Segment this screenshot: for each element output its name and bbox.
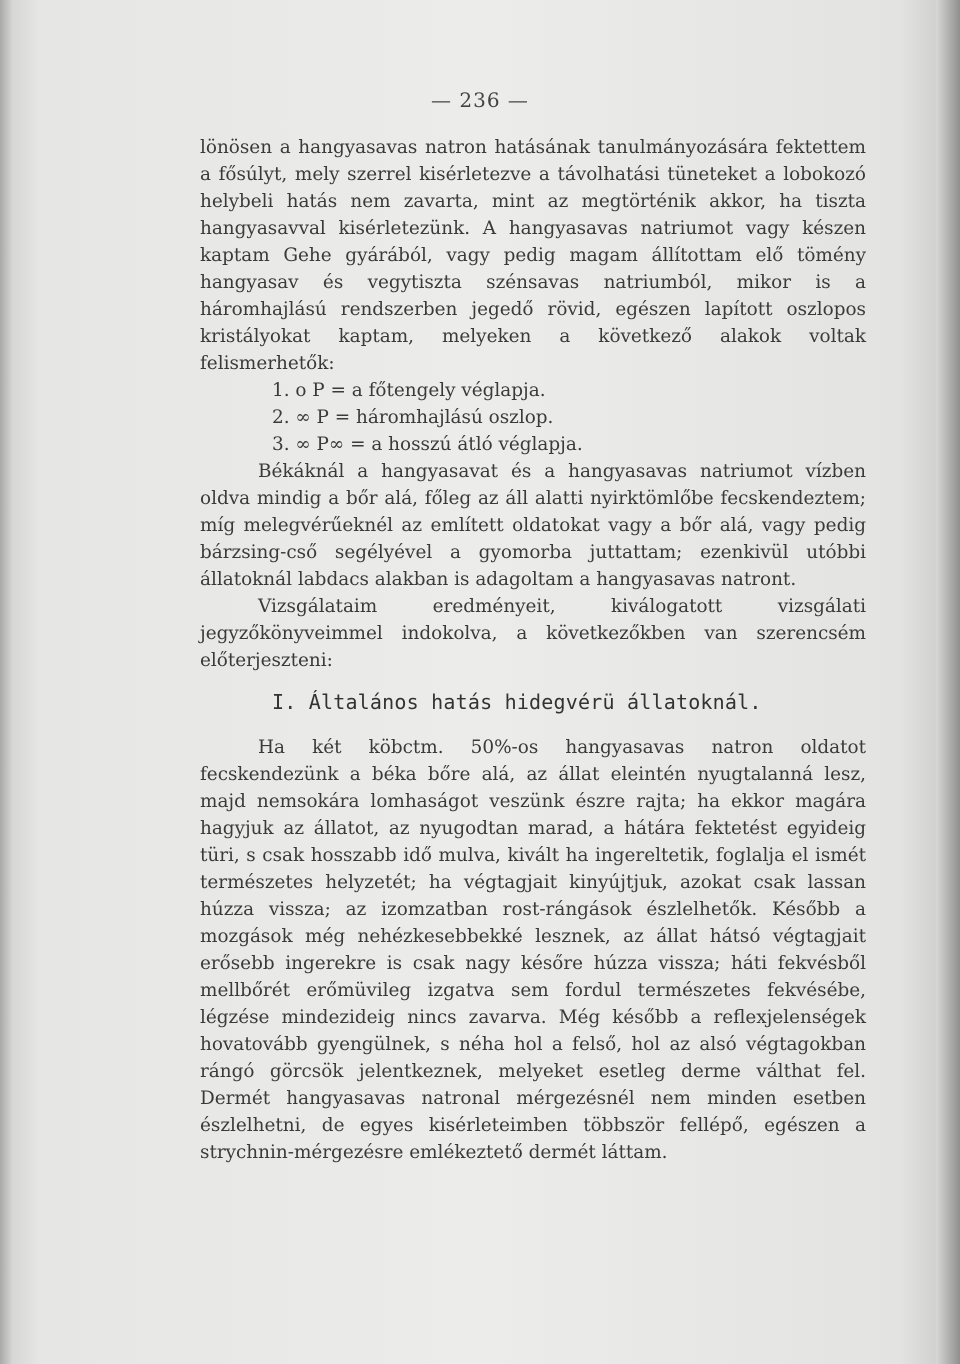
paragraph: Békáknál a hangyasavat és a hangyasavas natriumot vízben oldva mindig a bőr alá, főleg az áll alatti nyirktömlőbe fecskendeztem; míg melegvérűeknél az említett oldatokat vagy a bőr alá, vagy pedig bárzsing-cső segélyével a gyomorba juttattam; ezenkivül utóbbi állatoknál labdacs alakban is adagoltam a hangyasavas natront.: [200, 461, 866, 590]
list-item: 1. o P = a főtengely véglapja.: [272, 380, 546, 401]
page-edge-left: [0, 0, 14, 1364]
list-item: 3. ∞ P∞ = a hosszú átló véglapja.: [272, 434, 583, 455]
text-block-top: [200, 134, 866, 674]
page-edge-right: [936, 0, 960, 1364]
paragraph: Ha két köbctm. 50%-os hangyasavas natron oldatot fecskendezünk a béka bőre alá, az állat eleintén nyugtalanná lesz, majd nemsokára lomhaságot veszünk észre rajta; ha ekkor magára hagyjuk az állatot, az nyugodtan marad, a hátára fektetést egyideig türi, s csak hosszabb idő mulva, kivált ha ingereltetik, foglalja el ismét természetes helyzetét; ha végtagjait kinyújtjuk, azokat csak lassan húzza vissza; az izomzatban rost-rángások észlelhetők. Később a mozgások még nehézkesebbekké lesznek, az állat hátsó végtagjait erősebb ingerekre is csak nagy későre húzza vissza; háti fekvésből mellbőrét erőmüvileg izgatva sem fordul természetes fekvésébe, légzése mindezideig nincs zavarva. Még később a reflexjelenségek hovatovább gyengülnek, s néha hol a felső, hol az alsó végtagokban rángó görcsök jelentkeznek, melyeket esetleg derme válthat fel. Dermét hangyasavas natronal mérgezésnél nem minden esetben észlelhetni, de egyes kisérleteimben többször fellépő, egészen a strychnin-mérgezésre emlékeztető dermét láttam.: [200, 737, 866, 1163]
crystal-forms-list: [200, 377, 866, 458]
page-number: — 236 —: [431, 88, 529, 112]
paragraph: lönösen a hangyasavas natron hatásának tanulmányozására fektettem a fősúlyt, mely szerrel kisérletezve a távolhatási tüneteket a lobokozó helybeli hatás nem zavarta, mint az megtörténik akkor, ha tiszta hangyasavval kisérletezünk. A hangyasavas natriumot vagy készen kaptam Gehe gyárából, vagy pedig magam állítottam elő tömény hangyasav és vegytiszta szénsavas natriumból, mikor is a háromhajlású rendszerben jegedő rövid, egészen lapított oszlopos kristályokat kaptam, melyeken a következő alakok voltak felismerhetők:: [200, 137, 866, 374]
paragraph: Vizsgálataim eredményeit, kiválogatott vizsgálati jegyzőkönyveimmel indokolva, a következőkben van szerencsém előterjeszteni:: [200, 596, 866, 671]
text-block-bottom: [200, 734, 866, 1166]
list-item: 2. ∞ P = háromhajlású oszlop.: [272, 407, 554, 428]
section-heading: I. Általános hatás hidegvérü állatoknál.: [272, 690, 762, 714]
